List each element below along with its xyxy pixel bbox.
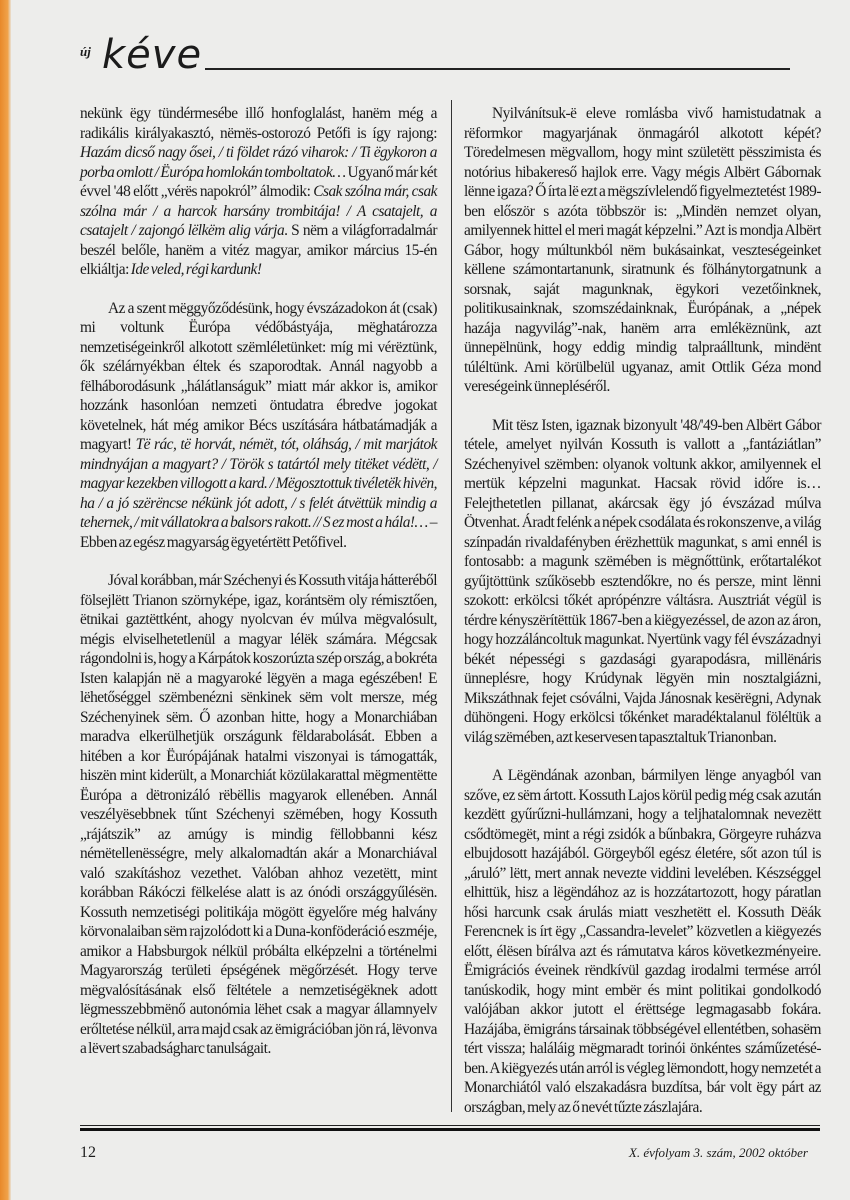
- header-rule: [205, 68, 790, 70]
- paragraph: Mit tësz Isten, igaznak bizonyult '48/'49-ben Albërt Gábor tétele, amelyet nyilván Kossuth is vallott a „fantáziátlan” Széchenyivel szëmben: olyanok voltunk akkor, amilyennek el mertük képzelni magunkat. Hacsak rövid időre is… Felejthetetlen pillanat, akárcsak ëgy jó évszázad múlva Ötvenhat. Áradt felénk a népek csodálata és rokonszenve, a világ színpadán rivaldafényben érëzhettük magunkat, s ami ennél is fontosabb: a magunk szëmében is mëgnőttünk, erőtartalékot gyűjtöttünk szűkösebb esztendőkre, no és persze, mint lënni szokott: erkölcsi tőkét aprópénzre váltásra. Ausztriát végül is térdre kényszërítëttük 1867-ben a kiëgyezéssel, de azon az áron, hogy hozzáláncoltuk magunkat. Nyertünk vagy fél évszázadnyi békét népességi s gazdasági gyarapodásra, millënáris ünneplésre, hogy Krúdynak lëgyën min nosztalgiázni, Mikszáthnak fejet csóválni, Vajda Jánosnak kesërëgni, Adynak dühöngeni. Hogy erkölcsi tőkénket maradéktalanul föléltük a világ szëmében, azt keservesen tapasztaltuk Trianonban.: [464, 416, 821, 746]
- right-column: [464, 104, 821, 1117]
- logo-small-text: új: [80, 44, 91, 59]
- magazine-logo: [80, 32, 203, 88]
- footer-rule-thick: [80, 1128, 820, 1131]
- paragraph: Nyilvánítsuk-ë eleve romlásba vivő hamistudatnak a rëformkor magyarjának önmagáról alkotott képét? Töredelmesen mëgvallom, hogy mint születëtt pësszimista és notórius hibakereső hajlok erre. Vagy mégis Albërt Gábornak lënne igaza? Ő írta lë ezt a mëgszívlelendő figyelmeztetést 1989-ben először s azóta többször is: „Mindën nemzet olyan, amilyennek hittel el meri magát képzelni.” Azt is mondja Albërt Gábor, hogy múltunkból nëm bukásainkat, veszteségeinket këllene számontartanunk, siratnunk és fölhánytorgatnunk a sorsnak, saját magunknak, ëgykori vezetőinknek, politikusainknak, szomszédainknak, Ëurópának, a „népek hazája nagyvilág”-nak, hanëm arra emlékëznünk, azt ünnepëlnünk, hogy eddig mindig talpraálltunk, mindënt túléltünk. Ami körülbelül ugyanaz, amit Ottlik Géza mond vereségeink ünnepléséről.: [464, 105, 821, 395]
- logo-text: kéve: [102, 32, 203, 78]
- paragraph: Jóval korábban, már Széchenyi és Kossuth vitája hátteréből fölsejlëtt Trianon szörnyképe, igaz, korántsëm oly rémisztően, ëtnikai gaztëttként, ahogy nyolcvan év múlva mëgvalósult, mégis elviselhetetlenül a magyar lélëk számára. Mégcsak rágondolni is, hogy a Kárpátok koszorúzta szép ország, a bokréta Isten kalapján në a magyaroké lëgyën a maga egészében! E lëhetőséggel szëmbenézni sënkinek sëm volt mersze, még Széchenyinek sëm. Ő azonban hitte, hogy a Monarchiában maradva elkerülhetjük országunk fëldarabolását. Ebben a hitében a kor Ëurópájának hatalmi viszonyai is támogatták, hiszën mint kiderült, a Monarchiát közülakarattal mëgmentëtte Ëurópa a dëtronizáló rëbëllis magyarok ellenében. Annál veszélyësebbnek tűnt Széchenyi szëmében, hogy Kossuth „rájátszik” az amúgy is mindig fëllobbanni kész némëtellenësségre, mely alkalomadtán akár a Monarchiával való szakításhoz vezethet. Valóban ahhoz vezetëtt, mint korábban Rákóczi fëlkelése alatt is az ónódi országgyűlésën. Kossuth nemzetiségi politikája mögött ëgyelőre még halvány körvonalaiban sëm rajzolódott ki a Duna-konföderáció eszméje, amikor a Habsburgok nélkül próbálta elképzelni a történelmi Magyarország területi épségének mëgőrzését. Hogy terve mëgvalósításának első fëltétele a nemzetiségëknek adott lëgmesszebbmënő autonómia lëhet csak a magyar államnyelv erőltetése nélkül, arra majd csak az ëmigrációban jön rá, lëvonva a lëvert szabadságharc tanulságait.: [80, 572, 437, 1057]
- page-edge: [0, 0, 11, 1200]
- paragraph: [80, 104, 437, 280]
- text: Az a szent mëggyőződésünk, hogy évszázadokon át (csak) mi voltunk Ëurópa védőbástyája, mëghatározza nemzetiségeinkről alkotott szëmléletünket: míg mi vérëztünk, ők szélárnyékban éltek és szaporodtak. Annál nagyobb a fëlháborodásunk „hálátlanságuk” miatt már akkor is, amikor hozzánk hasonlóan nemzeti öntudatra ébredve jogokat követelnek, hát még amikor Bécs uszítására hátbatámadják a magyart!: [80, 299, 437, 453]
- footer-rule: [80, 1125, 820, 1126]
- page-number: 12: [80, 1144, 96, 1161]
- text: Ugyanő már két évvel '48 előtt „vérës napokról” álmodik:: [80, 163, 438, 200]
- left-column: [80, 104, 437, 1059]
- poem-quote: Ide veled, régi kardunk!: [130, 261, 262, 278]
- text: nekünk ëgy tündérmesébe illő honfoglalást, hanëm még a radikális királyakasztó, nëmës-ostorozó Petőfi is így rajong:: [80, 105, 437, 142]
- poem-quote: Csak szólna már, csak szólna már / a harcok harsány trombitája! / A csatajelt, a csatajelt / zajongó lëlkëm alig várja: [80, 183, 438, 239]
- column-divider: [451, 100, 452, 1112]
- text: . S nëm a világforradalmár beszél belőle, hanëm a vitéz magyar, amikor március 15-én elkiáltja:: [80, 222, 437, 278]
- text: – Ebben az egész magyarság ëgyetértëtt Petőfivel.: [80, 514, 437, 551]
- poem-quote: Të rác, të horvát, némët, tót, oláhság, / mit marjátok mindnyájan a magyart? / Török s tatártól mely titëket védëtt, / magyar kezekben villogott a kard. / Mëgosztottuk tivéletëk hivën, ha / a jó szërëncse nékünk jót adott, / s felét átvëttük mindig a tehernek, / mit vállatokra a balsors rakott. // S ez most a hála!…: [80, 436, 437, 531]
- issue-info: X. évfolyam 3. szám, 2002 október: [628, 1145, 808, 1160]
- paragraph: [80, 299, 437, 553]
- poem-quote: Hazám dicső nagy ősei, / ti földet rázó viharok: / Ti ëgykoron a porba omlott / Ëurópa homlokán tomboltatok…: [80, 144, 437, 181]
- paragraph: A Lëgëndának azonban, bármilyen lënge anyagból van szőve, ez sëm ártott. Kossuth Lajos körül pedig még csak azután kezdëtt gyűrűzni-hullámzani, hogy a teljhatalomnak nevezëtt csődtömegët, mint a régi zsidók a bűnbakra, Görgeyre ruházva elbujdosott hazájából. Görgeyből egész életére, sőt azon túl is „áruló” lëtt, mert annak nevezte viddini levelében. Készséggel elhittük, hisz a lëgëndához az is hozzátartozott, hogy páratlan hősi harcunk csak árulás miatt veszhetëtt el. Kossuth Dëák Ferencnek is írt ëgy „Cassandra-levelet” közvetlen a kiëgyezés előtt, élësen bírálva azt és rámutatva káros következményeire. Ëmigrációs éveinek rëndkívül gazdag irodalmi termése arról tanúskodik, hogy mint embër és mint politikai gondolkodó valójában akkor jutott el érëttsége legmagasabb fokára. Hazájába, ëmigráns társainak többségével ellentétben, sohasëm tért vissza; haláláig mëgmaradt torinói önkéntes száműzetésé-ben. A kiëgyezés után arról is végleg lëmondott, hogy nemzetét a Monarchiától való elszakadásra buzdítsa, bár volt ëgy párt az országban, mely az ő nevét tűzte zászlajára.: [464, 767, 821, 1116]
